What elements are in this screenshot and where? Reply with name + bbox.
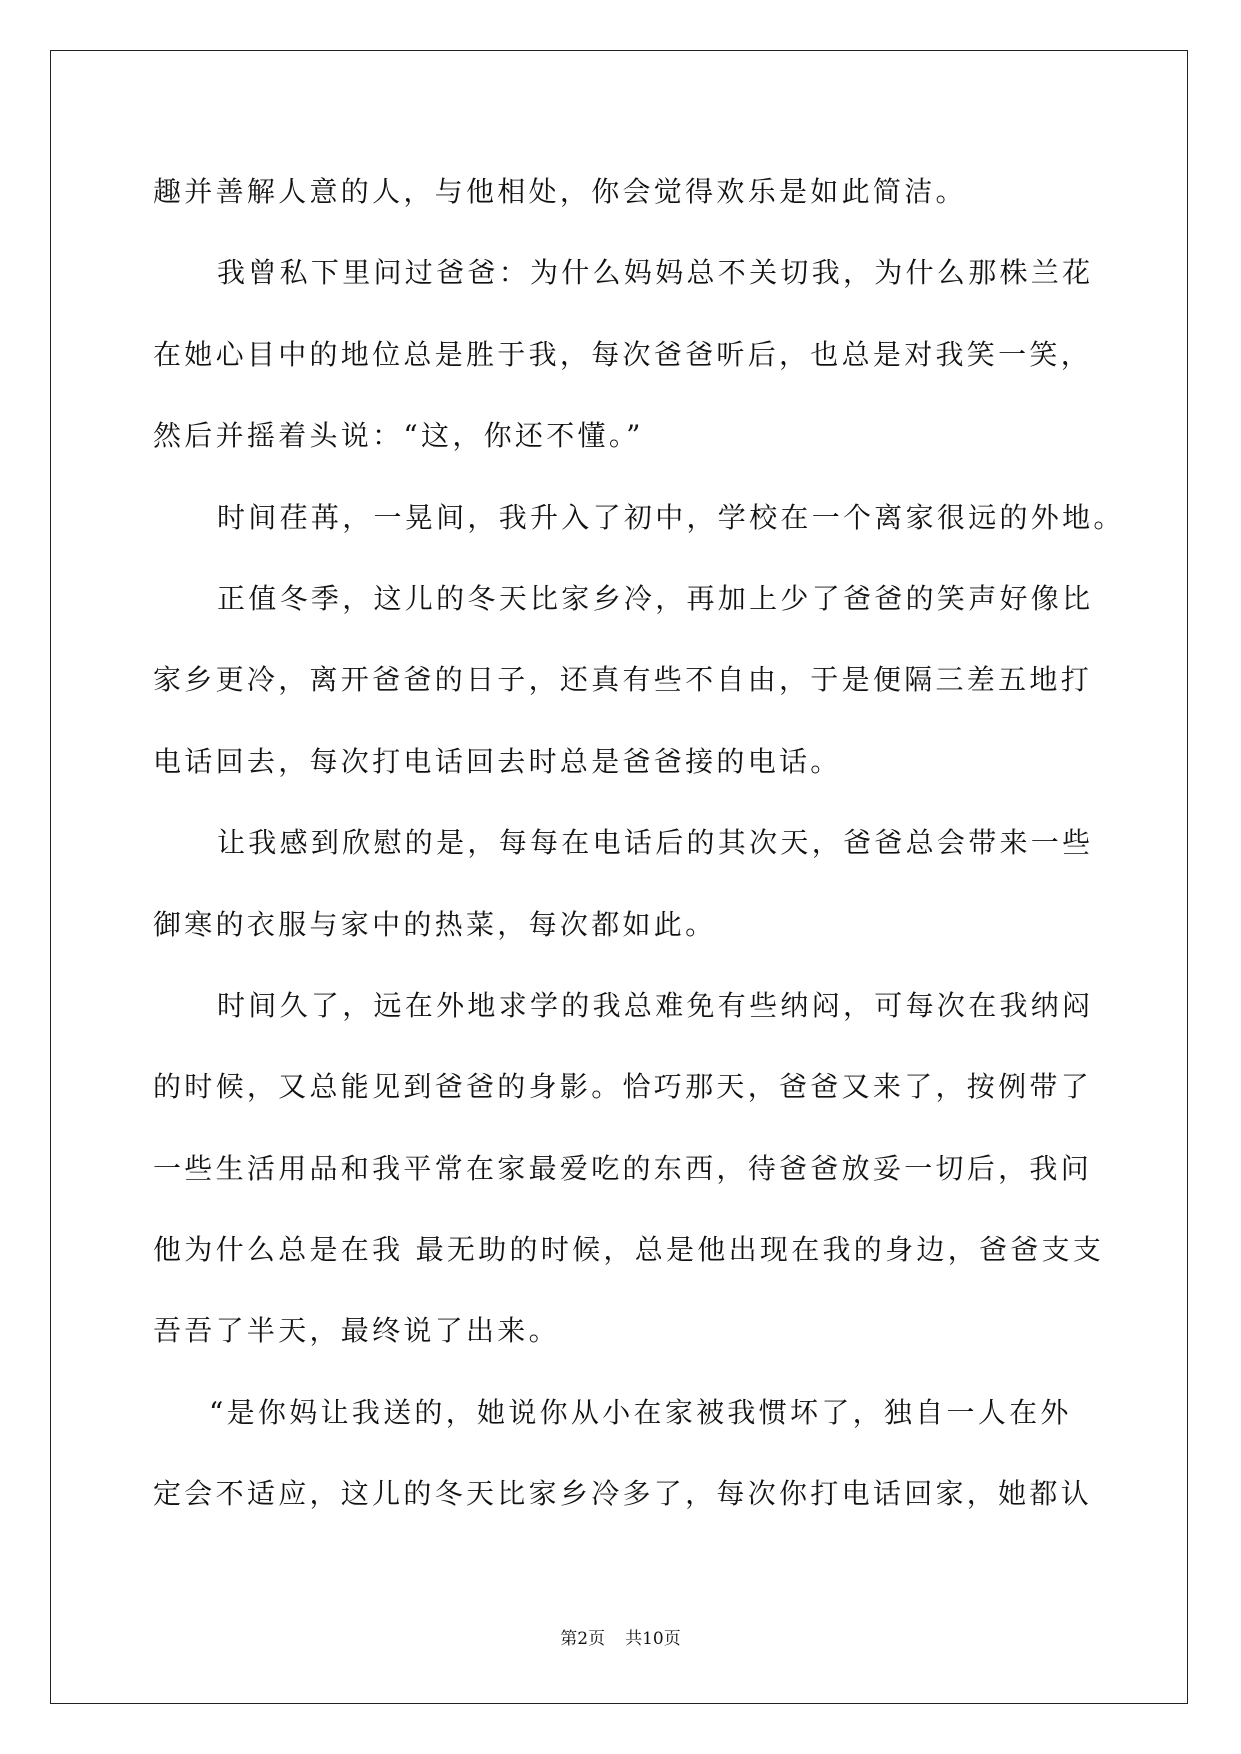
- text-line: 让我感到欣慰的是，每每在电话后的其次天，爸爸总会带来一些: [217, 826, 1094, 860]
- paragraph: [153, 965, 1153, 1372]
- page-number: 第2页: [560, 1629, 606, 1649]
- text-line: 吾吾了半天，最终说了出来。: [153, 1314, 560, 1348]
- text-line: 他为什么总是在我 最无助的时候，总是他出现在我的身边，爸爸支支: [153, 1233, 1105, 1267]
- text-line: 家乡更冷，离开爸爸的日子，还真有些不自由，于是便隔三差五地打: [153, 663, 1093, 697]
- text-line: “是你妈让我送的，她说你从小在家被我惯坏了，独自一人在外: [209, 1395, 1072, 1429]
- paragraph: [153, 1372, 1153, 1535]
- text-line: 定会不适应，这儿的冬天比家乡冷多了，每次你打电话回家，她都认: [153, 1477, 1093, 1511]
- paragraph: [153, 802, 1153, 965]
- page-footer: [0, 1626, 1241, 1652]
- paragraph: [153, 477, 1153, 558]
- text-line: 我曾私下里问过爸爸：为什么妈妈总不关切我，为什么那株兰花: [217, 256, 1094, 290]
- paragraph: [153, 151, 1153, 232]
- document-body: [153, 151, 1153, 1535]
- text-line: 正值冬季，这儿的冬天比家乡冷，再加上少了爸爸的笑声好像比: [217, 581, 1094, 615]
- text-line: 然后并摇着头说：“这，你还不懂。”: [153, 419, 644, 453]
- text-line: 御寒的衣服与家中的热菜，每次都如此。: [153, 907, 717, 941]
- text-line: 一些生活用品和我平常在家最爱吃的东西，待爸爸放妥一切后，我问: [153, 1151, 1093, 1185]
- text-line: 时间久了，远在外地求学的我总难免有些纳闷，可每次在我纳闷: [217, 988, 1094, 1022]
- paragraph: [153, 558, 1153, 802]
- text-line: 在她心目中的地位总是胜于我，每次爸爸听后，也总是对我笑一笑，: [153, 337, 1093, 371]
- page-total: 共10页: [625, 1629, 681, 1649]
- text-line: 趣并善解人意的人，与他相处，你会觉得欢乐是如此简洁。: [153, 175, 967, 208]
- text-line: 的时候，又总能见到爸爸的身影。恰巧那天，爸爸又来了，按例带了: [153, 1070, 1093, 1104]
- paragraph: [153, 232, 1153, 476]
- text-line: 时间荏苒，一晃间，我升入了初中，学校在一个离家很远的外地。: [217, 500, 1125, 534]
- text-line: 电话回去，每次打电话回去时总是爸爸接的电话。: [153, 744, 842, 778]
